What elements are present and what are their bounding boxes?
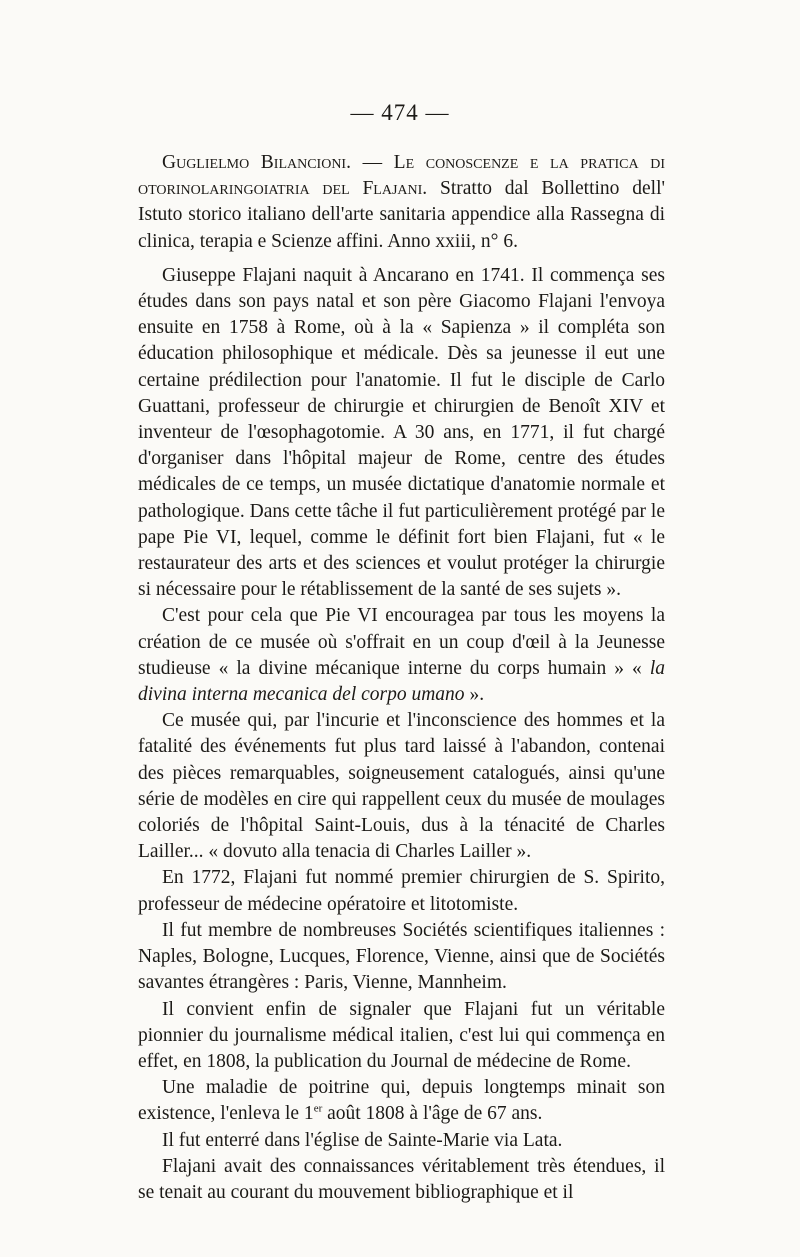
museum-creation-text: C'est pour cela que Pie VI encouragea par tous les moyens la création de ce musée où s'offrait en un coup d'œil à la Jeunesse studieuse « la divine mécanique interne du corps humain » « [138,605,665,679]
paragraph-knowledge: Flajani avait des connaissances véritablement très étendues, il se tenait au courant du mouvement bibliographique et il [138,1155,665,1203]
italian-quote: la divina interna mecanica del corpo umano [138,657,665,706]
paragraph-museum-creation [138,603,665,708]
paragraph-burial: Il fut enterré dans l'église de Sainte-Marie via Lata. [162,1129,563,1151]
death-date: août 1808 à l'âge de 67 ans. [322,1103,543,1125]
page-number: — 474 — [350,100,450,125]
reference-title: Le conoscenze e la pratica di otorinolaringoiatria del Flajani. [138,152,665,200]
paragraph-death [138,1075,665,1127]
reference-separator: — [350,152,394,173]
reference-author: Guglielmo Bilancioni. [162,152,351,173]
paragraph-appointment: En 1772, Flajani fut nommé premier chirurgien de S. Spirito, professeur de médecine opératoire et litotomiste. [138,867,665,915]
text-column [138,150,665,1206]
death-text: Une maladie de poitrine qui, depuis longtemps minait son existence, l'enleva le 1 [138,1077,665,1125]
ordinal-superscript: er [313,1102,323,1115]
bibliographic-reference [138,150,665,255]
paragraph-biography: Giuseppe Flajani naquit à Ancarano en 1741. Il commença ses études dans son pays natal et son père Giacomo Flajani l'envoya ensuite en 1758 à Rome, où à la « Sapienza » il compléta son éducation philosophique et médicale. Dès sa jeunesse il eut une certaine prédilection pour l'anatomie. Il fut le disciple de Carlo Guattani, professeur de chirurgie et chirurgien de Benoît XIV et inventeur de l'œsophagotomie. A 30 ans, en 1771, il fut chargé d'organiser dans l'hôpital majeur de Rome, centre des études médicales de ce temps, un musée dictatique d'anatomie normale et pathologique. Dans cette tâche il fut particulièrement protégé par le pape Pie VI, lequel, comme le définit fort bien Flajani, fut « le restaurateur des arts et des sciences et voulut protéger la chirurgie si nécessaire pour le rétablissement de la santé de ses sujets ». [138,264,665,601]
quote-close: ». [464,684,485,706]
reference-details: Stratto dal Bollettino dell' Istuto storico italiano dell'arte sanitaria appendice alla Rassegna di clinica, terapia e Scienze affini. Anno xxiii, n° 6. [138,178,665,252]
paragraph-museum-abandon: Ce musée qui, par l'incurie et l'inconscience des hommes et la fatalité des événements fut plus tard laissé à l'abandon, contenai des pièces remarquables, soigneusement catalogués, ainsi qu'une série de modèles en cire qui rappellent ceux du musée de moulages coloriés de l'hôpital Saint-Louis, dus à la ténacité de Charles Lailler... « dovuto alla tenacia di Charles Lailler ». [138,710,665,863]
paragraph-societies: Il fut membre de nombreuses Sociétés scientifiques italiennes : Naples, Bologne, Lucques, Florence, Vienne, ainsi que de Sociétés savantes étrangères : Paris, Vienne, Mannheim. [138,919,665,994]
paragraph-journalism: Il convient enfin de signaler que Flajani fut un véritable pionnier du journalisme médical italien, c'est lui qui commença en effet, en 1808, la publication du Journal de médecine de Rome. [138,998,665,1072]
